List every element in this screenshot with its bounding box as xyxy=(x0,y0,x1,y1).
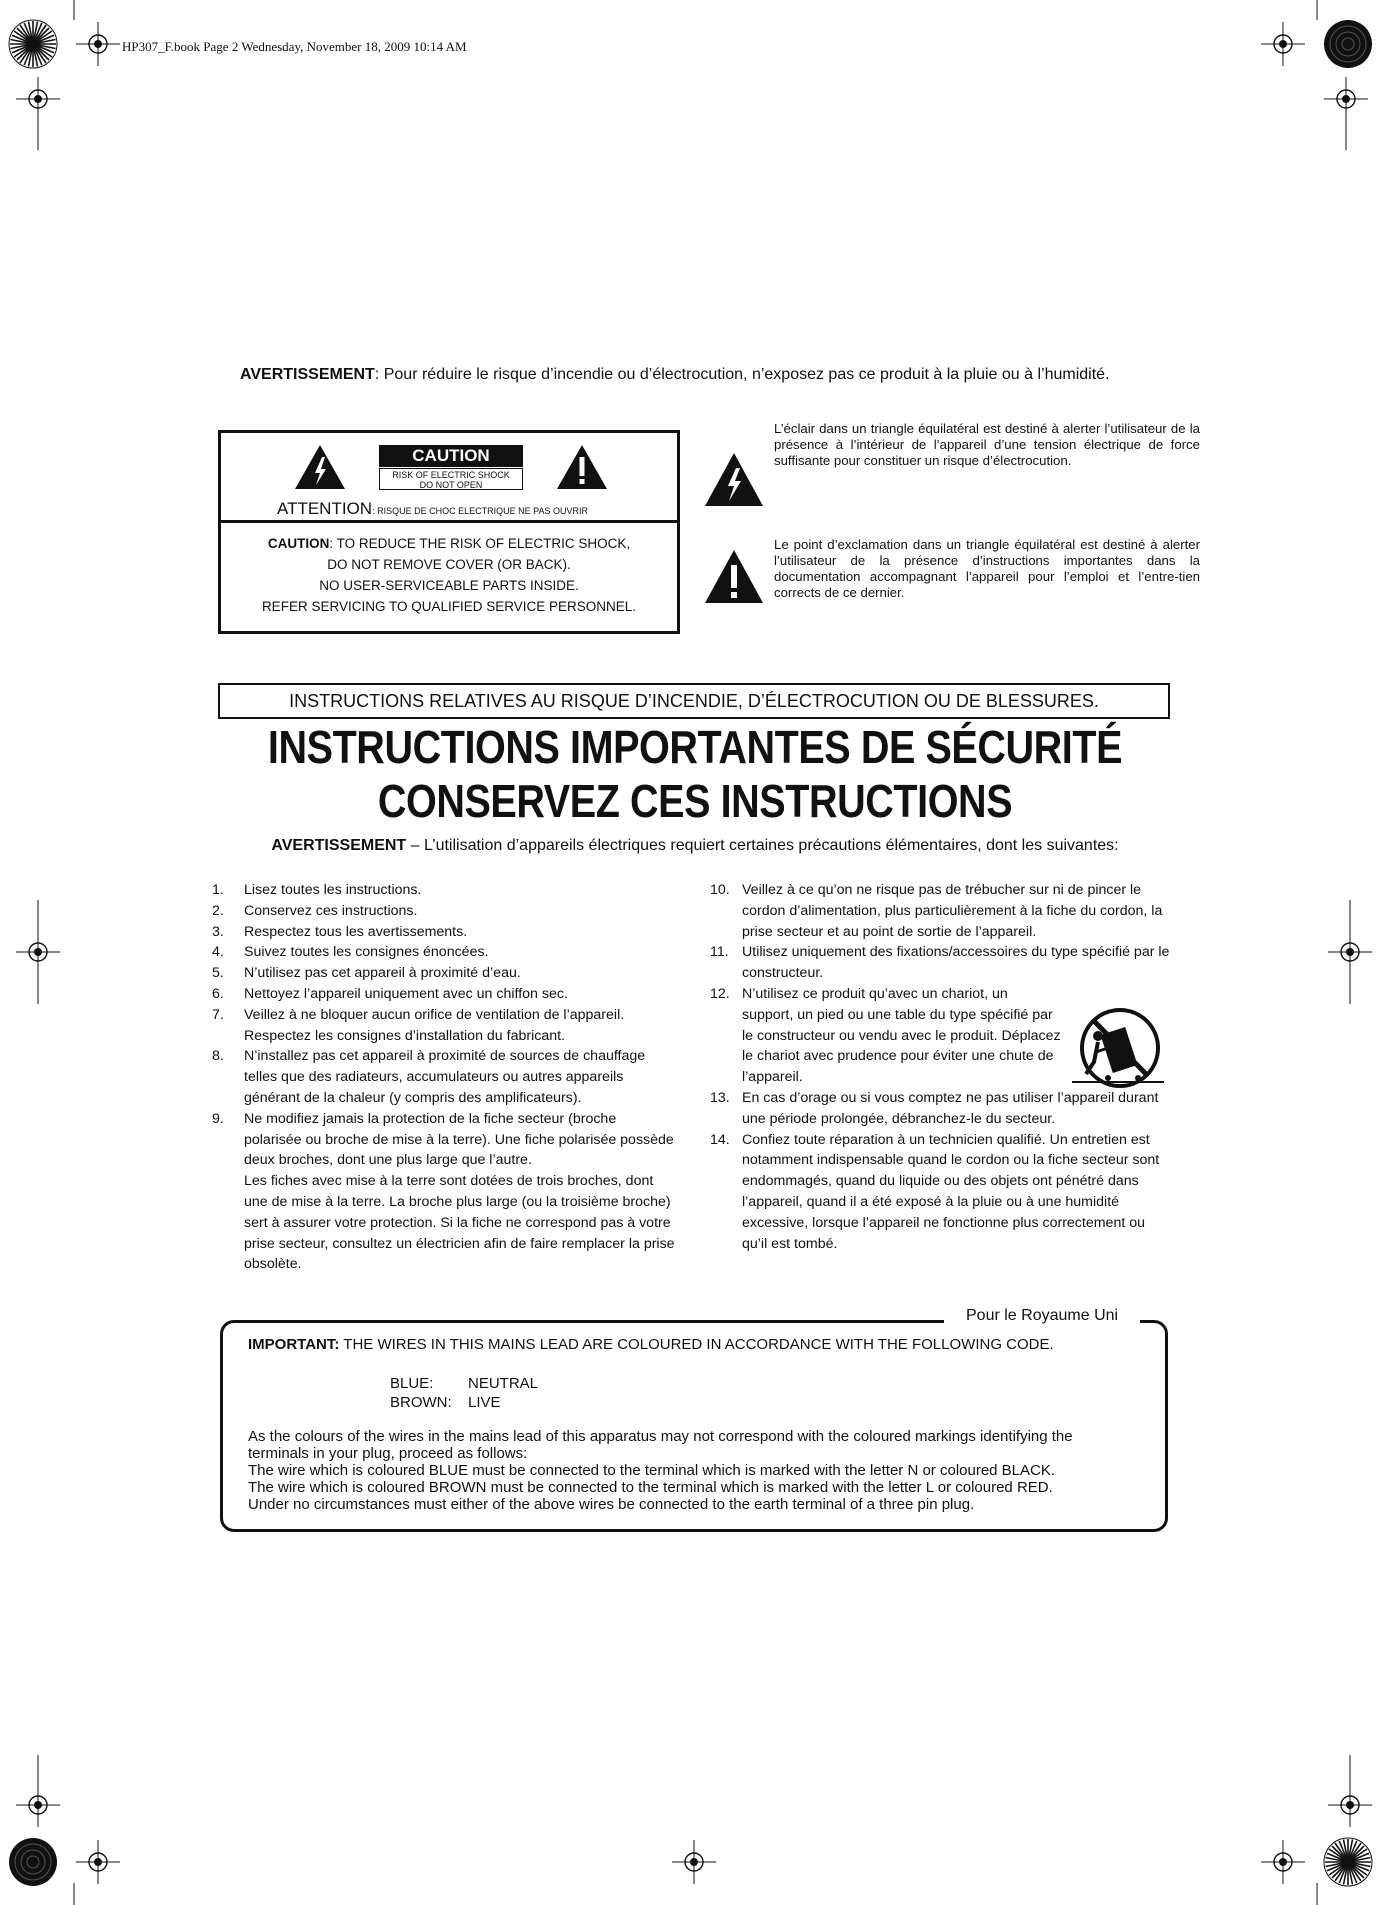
list-item xyxy=(710,1130,1170,1255)
cart-tipover-warning-icon xyxy=(1068,1004,1168,1092)
list-item xyxy=(710,880,1170,942)
top-warning-text: : Pour réduire le risque d’incendie ou d’électrocution, n’exposez pas ce produit à la pluie ou à l’humidité. xyxy=(374,366,1110,383)
wire-code-key: BROWN: xyxy=(390,1394,452,1411)
item-text: Conservez ces instructions. xyxy=(244,902,418,919)
page-title: INSTRUCTIONS IMPORTANTES DE SÉCURITÉ xyxy=(267,721,1123,773)
item-number: 11. xyxy=(710,944,729,961)
item-text: Confiez toute réparation à un technicien qualifié. Un entretien est notamment indispensable quand le cordon ou la fiche secteur sont endommagés, quand du liquide ou des objets ont pénétré dans l’appareil, quand il a été exposé à la pluie ou à une humidité excessive, lorsque l’appareil ne fonctionne plus correctement ou qu’il est tombé. xyxy=(742,1131,1160,1252)
lightning-explanation: L’éclair dans un triangle équilatéral est destiné à alerter l’utilisateur de la présence à l’intérieur de l’appareil d’une tension électrique de force suffisante pour constituer un risque d’électrocution. xyxy=(774,421,1200,468)
item-text: N’installez pas cet appareil à proximité de sources de chauffage telles que des radiateurs, accumulateurs ou autres appareils générant de la chaleur (y compris des amplificateurs). xyxy=(244,1048,646,1106)
list-item xyxy=(212,1046,676,1108)
item-number: 4. xyxy=(212,944,224,961)
item-number: 8. xyxy=(212,1048,224,1065)
item-text: N’utilisez ce produit qu’avec un chariot, un support, un pied ou une table du type spécifié par le constructeur ou vendu avec le produit. Déplacez le chariot avec prudence pour éviter une chute de l’appareil. xyxy=(742,985,1061,1086)
item-text: Veillez à ce qu’on ne risque pas de trébucher sur ni de pincer le cordon d’alimentation, plus particulièrement à la fiche du cordon, la prise secteur et au point de sortie de l’appareil. xyxy=(742,882,1163,940)
exclamation-explanation: Le point d’exclamation dans un triangle équilatéral est destiné à alerter l’utilisateur de la présence d’instructions importantes dans la documentation accompagnant l’appareil pour l’emploi et l’entre-tien corrects de ce dernier. xyxy=(774,537,1200,600)
page-subtitle: CONSERVEZ CES INSTRUCTIONS xyxy=(377,775,1013,827)
caution-body-line-1: : TO REDUCE THE RISK OF ELECTRIC SHOCK, xyxy=(329,536,631,551)
uk-region-label: Pour le Royaume Uni xyxy=(966,1307,1119,1324)
caution-box xyxy=(218,430,680,634)
caution-header xyxy=(221,433,677,523)
item-number: 6. xyxy=(212,985,224,1002)
exclamation-triangle-icon xyxy=(703,548,765,605)
item-text: Lisez toutes les instructions. xyxy=(244,882,422,898)
item-number: 10. xyxy=(710,882,730,898)
item-number: 12. xyxy=(710,985,730,1002)
top-warning-label: AVERTISSEMENT xyxy=(240,366,375,383)
risk-line-2: DO NOT OPEN xyxy=(419,480,483,490)
item-text: Veillez à ne bloquer aucun orifice de ventilation de l’appareil. Respectez les consignes d’installation du fabricant. xyxy=(244,1006,625,1044)
risk-of-shock-text xyxy=(379,468,523,490)
item-number: 5. xyxy=(212,965,224,982)
item-number: 9. xyxy=(212,1110,224,1127)
uk-para-1: As the colours of the wires in the mains lead of this apparatus may not correspond with the coloured markings identifying the terminals in your plug, proceed as follows: xyxy=(248,1428,1073,1462)
important-text: THE WIRES IN THIS MAINS LEAD ARE COLOURED IN ACCORDANCE WITH THE FOLLOWING CODE. xyxy=(339,1336,1054,1353)
attention-line xyxy=(277,499,588,519)
mid-warning-text: – L’utilisation d’appareils électriques requiert certaines précautions élémentaires, dont les suivantes: xyxy=(406,837,1119,854)
item-text: Suivez toutes les consignes énoncées. xyxy=(244,944,489,961)
item-number: 2. xyxy=(212,902,224,919)
uk-important-line xyxy=(248,1336,1054,1353)
item-text: Ne modifiez jamais la protection de la fiche secteur (broche polarisée ou broche de mise à la terre). Une fiche polarisée possède deux broches, dont une plus large que l’autre. xyxy=(244,1110,674,1169)
lightning-triangle-icon xyxy=(703,451,765,508)
item-text: Respectez tous les avertissements. xyxy=(244,923,468,940)
caution-body xyxy=(221,533,677,617)
list-item xyxy=(212,1109,676,1275)
list-item xyxy=(212,922,676,943)
uk-para-4: Under no circumstances must either of the above wires be connected to the earth terminal of a three pin plug. xyxy=(248,1496,975,1513)
mid-warning-label: AVERTISSEMENT xyxy=(271,837,407,854)
safety-list-left xyxy=(212,880,676,1275)
list-item xyxy=(710,942,1170,984)
item-number: 7. xyxy=(212,1006,224,1023)
uk-para-2: The wire which is coloured BLUE must be connected to the terminal which is marked with the letter N or coloured BLACK. xyxy=(248,1462,1056,1479)
list-item xyxy=(212,942,676,963)
item-text-continued: Les fiches avec mise à la terre sont dotées de trois broches, dont une de mise à la terre. La broche plus large (ou la troisième broche) sert à assurer votre protection. Si la fiche ne correspond pas à votre prise secteur, consultez un électricien afin de faire remplacer la prise obsolète. xyxy=(244,1173,675,1273)
exclamation-warning-icon xyxy=(555,443,609,491)
important-label: IMPORTANT: xyxy=(248,1336,340,1353)
wire-code-value: NEUTRAL xyxy=(468,1375,539,1392)
list-item xyxy=(212,880,676,901)
uk-wiring-instructions xyxy=(248,1428,1136,1513)
item-text: En cas d’orage ou si vous comptez ne pas utiliser l’appareil durant une période prolongée, débranchez-le du secteur. xyxy=(742,1089,1159,1127)
item-number: 1. xyxy=(212,882,224,898)
list-item xyxy=(710,1088,1170,1130)
caution-label: CAUTION xyxy=(379,445,523,467)
caution-body-label: CAUTION xyxy=(267,536,330,551)
list-item xyxy=(212,963,676,984)
item-number: 14. xyxy=(710,1131,730,1148)
list-item xyxy=(710,984,1062,1088)
attention-label: ATTENTION xyxy=(277,499,373,518)
item-text: Nettoyez l’appareil uniquement avec un chiffon sec. xyxy=(244,985,568,1002)
item-text: N’utilisez pas cet appareil à proximité d’eau. xyxy=(244,965,521,982)
item-number: 3. xyxy=(212,923,224,940)
item-number: 13. xyxy=(710,1089,730,1106)
uk-para-3: The wire which is coloured BROWN must be connected to the terminal which is marked with the letter L or coloured RED. xyxy=(248,1479,1053,1496)
risk-line-1: RISK OF ELECTRIC SHOCK xyxy=(392,470,510,480)
lightning-warning-icon xyxy=(293,443,347,491)
wire-code-value: LIVE xyxy=(468,1394,501,1411)
item-text: Utilisez uniquement des fixations/accessoires du type spécifié par le constructeur. xyxy=(742,944,1170,982)
list-item xyxy=(212,1005,676,1047)
attention-text: : RISQUE DE CHOC ELECTRIQUE NE PAS OUVRIR xyxy=(372,506,588,516)
caution-body-line-4: REFER SERVICING TO QUALIFIED SERVICE PERSONNEL. xyxy=(261,599,637,614)
mid-warning xyxy=(0,837,1390,855)
wire-colour-codes xyxy=(390,1374,538,1412)
wire-code-key: BLUE: xyxy=(390,1375,434,1392)
list-item xyxy=(212,984,676,1005)
file-info-header: HP307_F.book Page 2 Wednesday, November 18, 2009 10:14 AM xyxy=(122,39,467,54)
list-item xyxy=(212,901,676,922)
instructions-box: INSTRUCTIONS RELATIVES AU RISQUE D’INCENDIE, D’ÉLECTROCUTION OU DE BLESSURES. xyxy=(218,683,1170,719)
caution-body-line-3: NO USER-SERVICEABLE PARTS INSIDE. xyxy=(319,578,579,593)
caution-body-line-2: DO NOT REMOVE COVER (OR BACK). xyxy=(327,557,571,572)
top-warning xyxy=(240,366,1110,384)
